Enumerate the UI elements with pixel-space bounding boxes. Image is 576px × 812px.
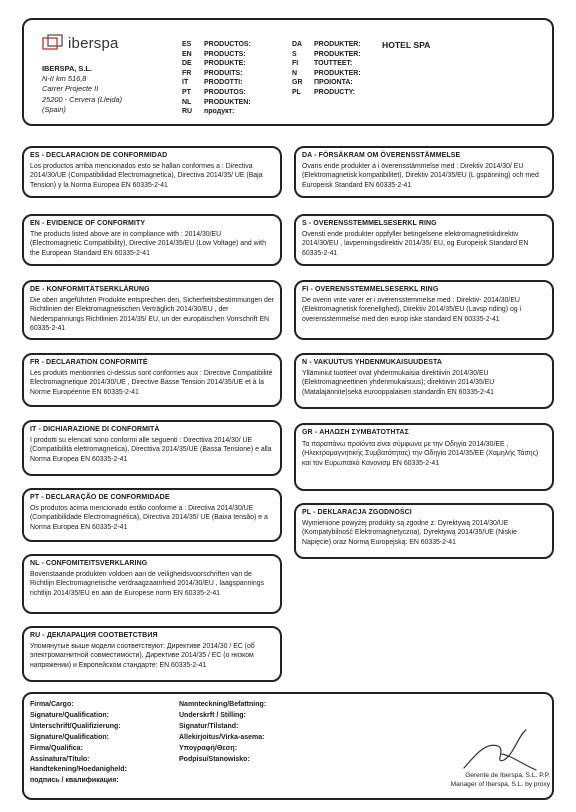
section-body: Os produtos acima mencionado estão conforme a : Directiva 2014/30/UE (Compatibilidade Electromagnética), Directiva 2014/35/ UE (Baixa tensão) e a Norma Europea EN 60335-2-41: [30, 505, 268, 531]
section-body: Τα παραπάνω προϊόντα είναι σύμφωνα με την Οδηγία 2014/30/ΕΕ , (Ηλεκτρομαγνητικής Συμβατότητας) την Οδηγία 2014/35/ΕΕ (Χαμηλής Τάσης) και τον Ευρωπαϊκό Κανονισμ EN 60335-2-41: [302, 441, 539, 467]
section-title: EN - EVIDENCE OF CONFORMITY: [30, 220, 146, 227]
product-label: PRODUKTER:: [314, 41, 361, 48]
lang-code: IT: [182, 79, 189, 87]
lang-code: GR: [292, 79, 303, 87]
declaration-ru: [22, 626, 282, 682]
product-label: PRODUITS:: [204, 69, 243, 77]
signature-label: Handtekening/Hoedanigheld:: [30, 766, 127, 774]
signature-label: Allekirjoitus/Virka-asema:: [179, 733, 265, 741]
lang-code: DA: [292, 41, 303, 48]
section-body: The products listed above are in compliance with : 2014/30/EU (Electromagnetic Compatibility), Directive 2014/35/EU (Low Voltage) and with the European Standard EN 60335-2-41: [30, 231, 266, 257]
signature-label: Unterschrift/Qualifizierung:: [30, 722, 121, 730]
signer-line: Gerente de Iberspa, S.L. P.P.: [465, 772, 550, 779]
lang-code: PT: [182, 88, 191, 96]
declaration-it: [22, 420, 282, 476]
product-label: ΠΡΟΙΟΝΤΑ:: [314, 79, 353, 87]
address-line: Carrer Projecte II: [42, 84, 99, 94]
handwritten-signature: [456, 724, 548, 774]
lang-code: FI: [292, 60, 299, 68]
logo: [42, 34, 119, 52]
section-title: N - VAKUUTUS YHDENMUKAISUUDESTA: [302, 359, 442, 366]
lang-code: RU: [182, 108, 193, 116]
section-body: Wymienione powyżej produkty są zgodne z: Dyrektywą 2014/30/UE (Kompatybilność Elektromagnetyczna), Dyrektywą 2014/35/UE (Niskie Napięcie) oraz Normą Europejską: EN 60335-2-41: [302, 520, 517, 546]
product-label: PRODUKTER:: [314, 69, 361, 77]
declaration-nl: [22, 554, 282, 614]
section-title: FI - OVERENSSTEMMELSESERKL RING: [302, 286, 439, 293]
lang-code: DE: [182, 60, 192, 68]
product-label: PRODUCTOS:: [204, 41, 251, 48]
section-body: Les produits mentionnes ci-dessus sont conformes aux : Directive Compatibilité Electromagnetique 2014/30/UE , Directive Basse Tension 2014/35/UE et à la Norme Européenne EN 60335-2-41: [30, 370, 273, 396]
section-body: I prodotti su elencati sono conformi alle seguenti : Directtiva 2014/30/ UE (Compatibilità elettromagnetica), Directtiva 2014/35/UE (Bassa Tensione) e alla Norma Europea EN 60335-2-41: [30, 437, 272, 463]
lang-code: ES: [182, 41, 192, 48]
lang-code: FR: [182, 69, 192, 77]
signature-label: Assinatura/Título:: [30, 755, 90, 763]
lang-code: S: [292, 50, 297, 58]
product-label: продукт:: [204, 108, 235, 116]
section-title: FR - DECLARATION CONFORMITÉ: [30, 359, 148, 366]
declaration-fr: [22, 353, 282, 407]
signature-label: Firma/Cargo:: [30, 701, 74, 708]
company-address: [42, 64, 122, 115]
lang-code: PL: [292, 88, 301, 96]
signer-info: [432, 772, 550, 789]
product-label: PRODUKTEN:: [204, 98, 251, 106]
section-body: Die oben angeführten Produkte entsprechen den, Sicherheitsbestimmungen der Richtlinien der Elektromagnetischen Verträglich 2014/30/EU , der Niederspannungs Richtlinien 2014/35/ EU, un der europäischen Vorrschrift EN 60335-2-41: [30, 297, 275, 333]
section-title: PT - DECLARAÇÃO DE CONFORMIDADE: [30, 494, 170, 501]
product-label: PRODUKTER:: [314, 50, 361, 58]
logo-text: iberspa: [68, 34, 119, 52]
signature-label: Firma/Qualifica:: [30, 744, 83, 752]
address-line: 25200 - Cervera (Lleida): [42, 94, 123, 104]
section-title: PL - DEKLARACJA ZGODNOŚCI: [302, 509, 412, 516]
product-label: PRODUCTY:: [314, 88, 356, 96]
section-body: Los productos arriba mencionados esto se hallan conformes a : Directiva 2014/30/UE (Compatibilidad Electromagnetica), Directiva 2014/35/ UE (Baja Tension) y la Norma Europea EN 60335-2-41: [30, 163, 263, 189]
section-body: Упомянутые выше модели соответствуют: Директиве 2014/30 / EC (об электромагнитной совместимости), Директиве 2014/35 / EC (о низком напряжении) и Европейском стандарте: EN 60335-2-41: [30, 643, 255, 669]
declaration-n: [294, 353, 554, 409]
declaration-da: [294, 146, 554, 198]
address-line: (Spain): [42, 104, 66, 114]
section-body: Bovenstaande produkten voldoen aan de veiligheidsvoorschriften van de Richtlijn Electromagnetische verdraagzaamheid 2014/30/EU , laagspannings richtlijn 2014/35/EU en aan de Europese norm EN 60335-2-41: [30, 571, 265, 597]
section-title: NL - CONFOMITEITSVERKLARING: [30, 560, 148, 567]
lang-code: N: [292, 69, 298, 77]
signature-labels-right: [179, 700, 266, 765]
declaration-pt: [22, 488, 282, 542]
product-label: PRODUTOS:: [204, 88, 246, 96]
signer-line: Manager of Iberspa, S.L. by proxy: [450, 780, 550, 788]
signature-label: Signature/Qualification:: [30, 733, 109, 741]
signature-label: Underskrft / Stilling:: [179, 711, 246, 719]
section-body: Ovensti ende produkter oppfyller betingelsene elektromagnetiskdirektiv 2014/30/EU , lavpenningsdirektiv 2014/35/ EU, og Europeisk Standard EN 60335-2-41: [302, 231, 529, 257]
header-box: [22, 18, 554, 126]
products-list-right: [292, 40, 361, 98]
section-title: GR - ΑΗΛΩΣΗ ΣΥΜΒΑΤΟΤΗΤΑΣ: [302, 429, 409, 436]
signature-label: Signature/Qualification:: [30, 711, 109, 719]
address-line: N-II km 516,8: [42, 74, 87, 84]
declaration-gr: [294, 423, 554, 491]
product-label: TOUTTEET:: [314, 60, 353, 68]
declaration-en: [22, 214, 282, 266]
section-body: Ylläminiut tuotteet ovat yhdenmukaisia direktiivin 2014/30/EU (Elektromagneettinen yhdenmukaisuus); direktiivin 2014/35/EU (Matalajännite)sekä eurooppalaisen standardin EN 60335-2-41: [302, 370, 495, 396]
signature-label: подпись / квалификация:: [30, 777, 119, 785]
product-label: PRODUKTE:: [204, 60, 246, 68]
signature-label: Signatur/Tilstand:: [179, 722, 239, 730]
declaration-fi: [294, 280, 554, 340]
declaration-es: [22, 146, 282, 198]
signature-label: Υπογραφή/Θεση:: [179, 744, 238, 752]
product-label: PRODUCTS:: [204, 50, 246, 58]
declaration-s: [294, 214, 554, 266]
section-title: ES - DECLARACION DE CONFORMIDAD: [30, 152, 168, 159]
signature-label: Namnteckning/Befattning:: [179, 701, 267, 708]
iberspa-logo-icon: [42, 34, 64, 52]
product-label: PRODOTTI:: [204, 79, 243, 87]
declaration-de: [22, 280, 282, 340]
lang-code: EN: [182, 50, 192, 58]
products-list-left: [182, 40, 251, 117]
section-title: S - OVERENSSTEMMELSESERKL RING: [302, 220, 437, 227]
signature-label: Podpisu/Stanowisko:: [179, 755, 250, 763]
declaration-pl: [294, 503, 554, 559]
section-title: DA - FÖRSÄKRAM OM ÖVERENSSTÄMMELSE: [302, 152, 461, 159]
section-title: IT - DICHIARAZIONE DI CONFORMITÀ: [30, 426, 160, 433]
section-title: DE - KONFORMITÄTSERKLÄRUNG: [30, 286, 150, 293]
company-name: IBERSPA, S.L.: [42, 64, 92, 73]
section-body: Ovans ende produkter á i överensstämmelse med : Direktiv 2014/30/ EU (Elektromagnetisk kompatibilitet), Direktiv 2014/35/EU (L gspänning) och med Europeisk Standard EN 60335-2-41: [302, 163, 539, 189]
section-title: RU - ДЕКЛАРАЦИЯ СООТВЕТСТВИЯ: [30, 632, 158, 639]
signature-box: [22, 692, 554, 800]
section-body: De overin vnte varer er i overensstemmelse med : Direktiv- 2014/30/EU (Elektromagnetisk forenelighed), Direktiv 2014/35/EU (Lavsp nding) og i overensstemmelse med den europ iske standard EN 60335-2-41: [302, 297, 522, 323]
product-name: HOTEL SPA: [382, 40, 431, 50]
lang-code: NL: [182, 98, 192, 106]
signature-labels-left: [30, 700, 127, 787]
